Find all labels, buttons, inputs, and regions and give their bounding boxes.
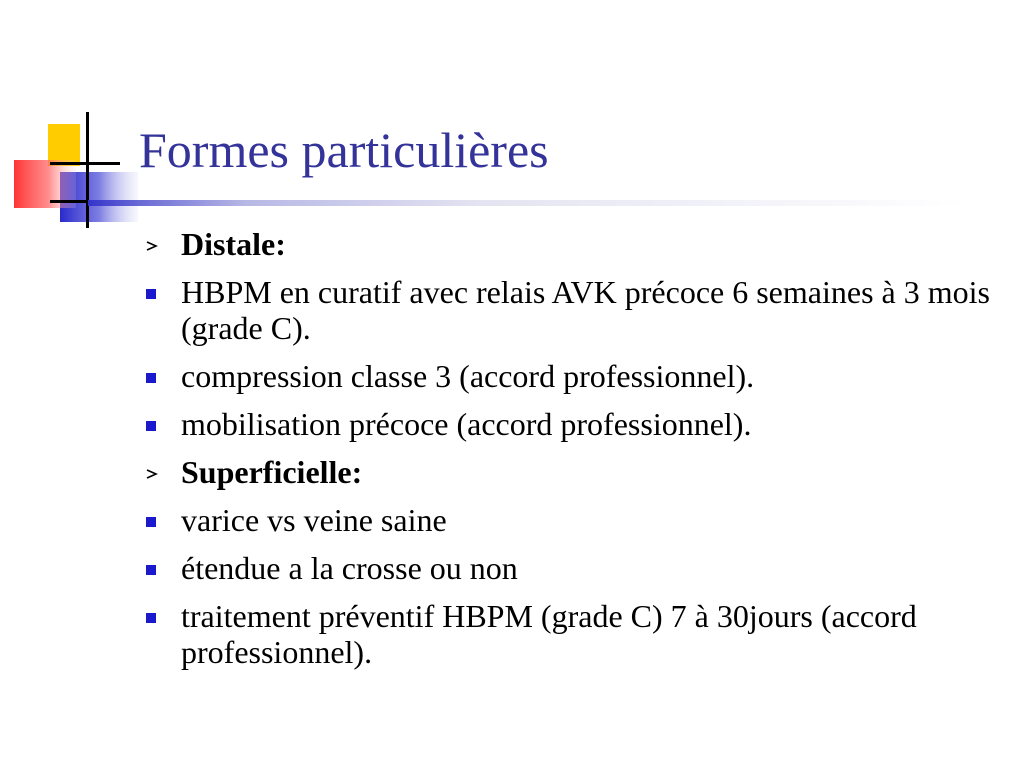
square-icon xyxy=(144,502,160,538)
bullet-text: étendue a la crosse ou non xyxy=(181,550,518,586)
bullet-item xyxy=(140,502,1000,538)
square-icon xyxy=(144,406,160,442)
bullet-list xyxy=(140,226,1000,682)
title-underline xyxy=(88,200,968,206)
bullet-text: Superficielle: xyxy=(181,454,363,490)
bullet-heading-distale xyxy=(140,226,1000,262)
bullet-item xyxy=(140,550,1000,586)
square-icon xyxy=(144,550,160,586)
bullet-heading-superficielle xyxy=(140,454,1000,490)
bullet-text: compression classe 3 (accord professionnel). xyxy=(181,358,755,394)
slide-title: Formes particulières xyxy=(139,122,549,178)
bullet-text: HBPM en curatif avec relais AVK précoce 6 semaines à 3 mois (grade C). xyxy=(181,274,990,346)
bullet-text: varice vs veine saine xyxy=(181,502,447,538)
bullet-item xyxy=(140,274,1000,346)
arrow-icon xyxy=(144,226,160,262)
square-icon xyxy=(144,274,160,310)
bullet-text: traitement préventif HBPM (grade C) 7 à 30jours (accord professionnel). xyxy=(181,598,917,670)
bullet-item xyxy=(140,598,1000,670)
bullet-text: mobilisation précoce (accord professionnel). xyxy=(181,406,752,442)
square-icon xyxy=(144,598,160,634)
arrow-icon xyxy=(144,454,160,490)
bullet-item xyxy=(140,358,1000,394)
bullet-text: Distale: xyxy=(181,226,286,262)
square-icon xyxy=(144,358,160,394)
bullet-item xyxy=(140,406,1000,442)
